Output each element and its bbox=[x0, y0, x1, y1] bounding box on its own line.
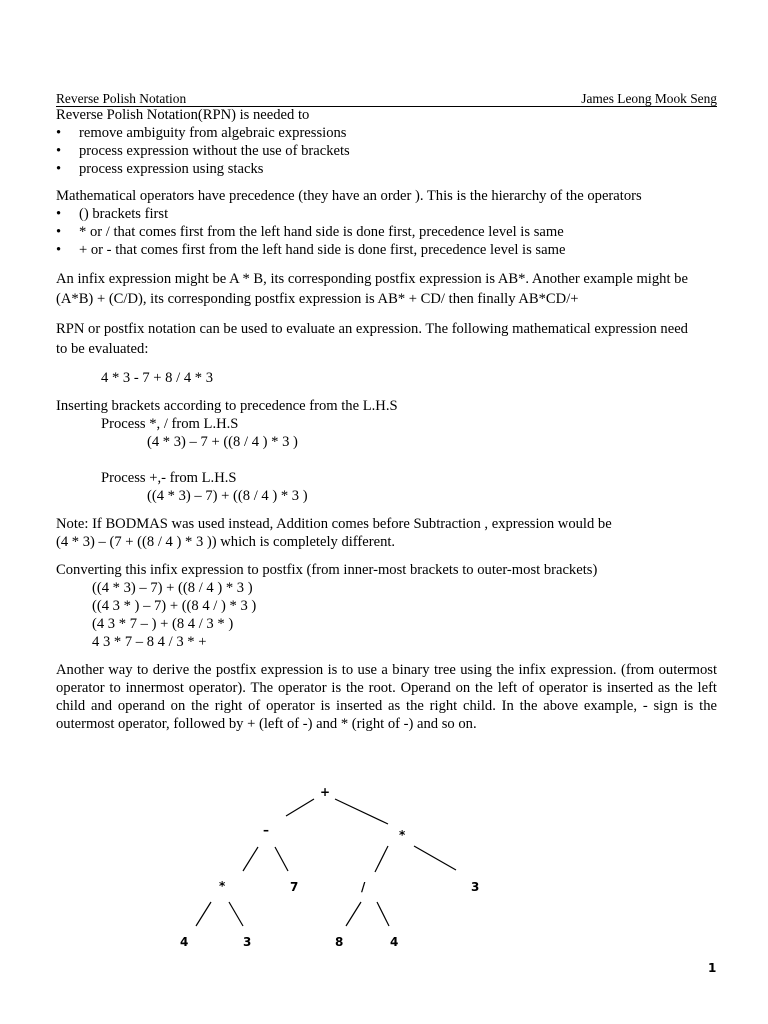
tree-node-four-left: 4 bbox=[180, 935, 189, 949]
brackets-step1-label: Process *, / from L.H.S bbox=[101, 416, 239, 432]
evaluate-paragraph bbox=[56, 319, 717, 359]
tree-node-times-left: * bbox=[219, 879, 226, 893]
tree-node-times-right: * bbox=[399, 828, 406, 842]
intro-lead: Reverse Polish Notation(RPN) is needed to bbox=[56, 107, 310, 123]
infix-example-paragraph bbox=[56, 269, 717, 309]
tree-node-three-right: 3 bbox=[471, 880, 480, 894]
tree-edge bbox=[243, 847, 258, 871]
precedence-list bbox=[56, 205, 717, 259]
evaluate-expression: 4 * 3 - 7 + 8 / 4 * 3 bbox=[101, 370, 214, 386]
tree-edge bbox=[375, 846, 388, 872]
convert-step: 4 3 * 7 – 8 4 / 3 * + bbox=[92, 634, 207, 650]
tree-edge bbox=[196, 902, 211, 926]
tree-node-four-right: 4 bbox=[390, 935, 399, 949]
binary-tree-paragraph: Another way to derive the postfix expression is to use a binary tree using the infix expression. (from outermost operator to innermost operator). The operator is the root. Operand on the left of operator is inserted as the left child and operand on the right of operator is inserted as the right child. In the above example, - sign is the outermost operator, followed by + (left of -) and * (right of -) and so on. bbox=[56, 662, 717, 732]
tree-edge bbox=[346, 902, 361, 926]
convert-step: ((4 * 3) – 7) + ((8 / 4 ) * 3 ) bbox=[92, 580, 253, 596]
tree-edge bbox=[377, 902, 389, 926]
infix-example-line: (A*B) + (C/D), its corresponding postfix expression is AB* + CD/ then finally AB*CD/+ bbox=[56, 291, 579, 307]
note-line: Note: If BODMAS was used instead, Addition comes before Subtraction , expression would be bbox=[56, 516, 612, 532]
tree-node-eight: 8 bbox=[335, 935, 344, 949]
tree-nodes bbox=[180, 785, 479, 949]
tree-node-three-left: 3 bbox=[243, 935, 252, 949]
tree-node-minus: – bbox=[263, 823, 269, 837]
brackets-lead: Inserting brackets according to precedence from the L.H.S bbox=[56, 398, 398, 414]
tree-edges bbox=[196, 799, 456, 926]
tree-edge bbox=[414, 846, 456, 870]
list-item: • process expression without the use of brackets bbox=[56, 142, 717, 160]
precedence-lead: Mathematical operators have precedence (they have an order ). This is the hierarchy of the operators bbox=[56, 188, 642, 204]
evaluate-line: to be evaluated: bbox=[56, 341, 149, 357]
tree-edge bbox=[335, 799, 388, 824]
convert-lead: Converting this infix expression to postfix (from inner-most brackets to outer-most brackets) bbox=[56, 562, 598, 578]
list-item: • * or / that comes first from the left hand side is done first, precedence level is same bbox=[56, 223, 717, 241]
document-body bbox=[56, 106, 717, 733]
tree-edge bbox=[229, 902, 243, 926]
page-header bbox=[56, 91, 717, 107]
note-line: (4 * 3) – (7 + ((8 / 4 ) * 3 )) which is completely different. bbox=[56, 534, 396, 550]
brackets-step2-expr: ((4 * 3) – 7) + ((8 / 4 ) * 3 ) bbox=[147, 488, 308, 504]
convert-step: (4 3 * 7 – ) + (8 4 / 3 * ) bbox=[92, 616, 234, 632]
tree-node-divide: / bbox=[361, 880, 366, 894]
tree-node-plus: + bbox=[320, 785, 331, 799]
brackets-step2-label: Process +,- from L.H.S bbox=[101, 470, 237, 486]
list-item: • () brackets first bbox=[56, 205, 717, 223]
convert-step: ((4 3 * ) – 7) + ((8 4 / ) * 3 ) bbox=[92, 598, 257, 614]
tree-edge bbox=[286, 799, 314, 816]
expression-tree-diagram bbox=[0, 780, 768, 960]
evaluate-line: RPN or postfix notation can be used to evaluate an expression. The following mathematical expression need bbox=[56, 321, 688, 337]
infix-example-line: An infix expression might be A * B, its corresponding postfix expression is AB*. Another example might be bbox=[56, 271, 688, 287]
header-author: James Leong Mook Seng bbox=[581, 91, 717, 106]
list-item: • + or - that comes first from the left hand side is done first, precedence level is same bbox=[56, 241, 717, 259]
list-item: • remove ambiguity from algebraic expressions bbox=[56, 124, 717, 142]
list-item: • process expression using stacks bbox=[56, 160, 717, 178]
page-number: 1 bbox=[708, 961, 717, 975]
intro-list bbox=[56, 124, 717, 178]
brackets-step1-expr: (4 * 3) – 7 + ((8 / 4 ) * 3 ) bbox=[147, 434, 298, 450]
tree-node-seven: 7 bbox=[290, 880, 299, 894]
header-title: Reverse Polish Notation bbox=[56, 91, 187, 106]
tree-edge bbox=[275, 847, 288, 871]
